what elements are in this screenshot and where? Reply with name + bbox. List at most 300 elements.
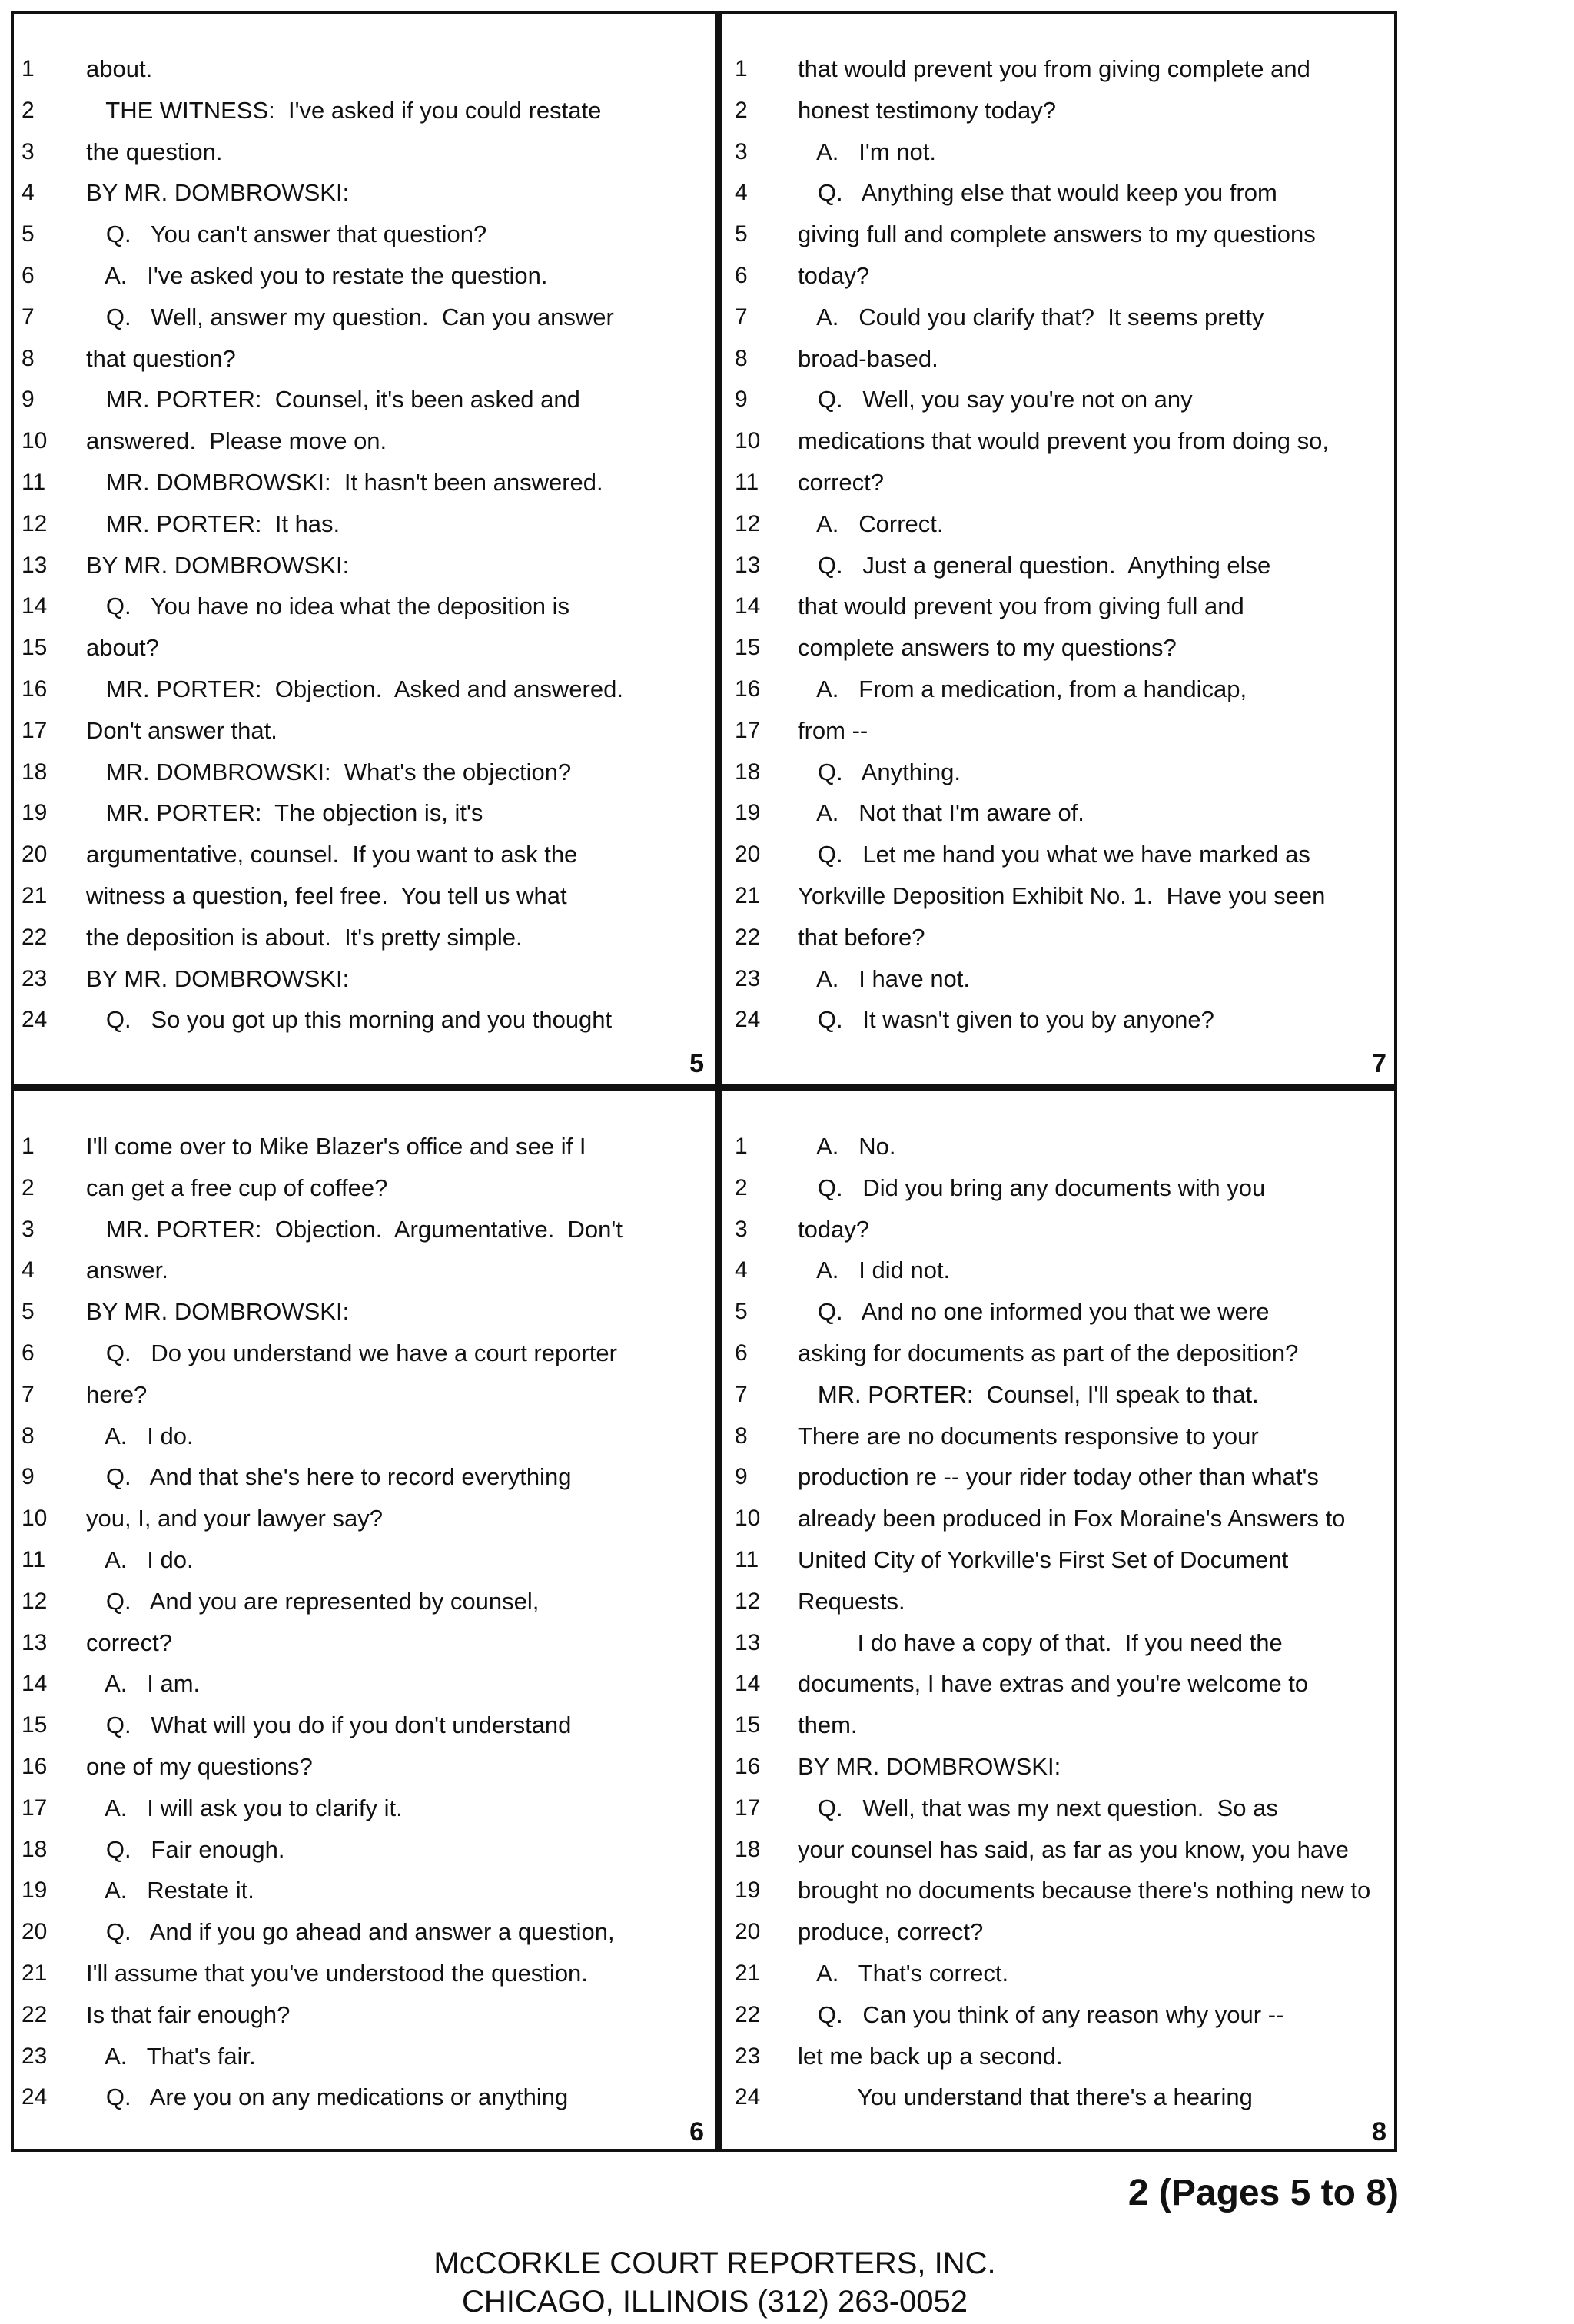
company-city-phone: CHICAGO, ILLINOIS (312) 263-0052 bbox=[461, 2285, 968, 2319]
line-text: A. Correct. bbox=[798, 510, 944, 537]
line-text: Q. Let me hand you what we have marked as bbox=[798, 841, 1310, 868]
transcript-lines bbox=[14, 1127, 715, 2119]
line-text: Q. And that she's here to record everything bbox=[86, 1463, 572, 1491]
line-number: 21 bbox=[22, 882, 48, 908]
transcript-line bbox=[14, 1871, 715, 1912]
line-text: Q. What will you do if you don't understand bbox=[86, 1711, 572, 1739]
line-text: the question. bbox=[86, 138, 223, 165]
transcript-line bbox=[14, 1457, 715, 1499]
line-text: BY MR. DOMBROWSKI: bbox=[86, 179, 350, 207]
transcript-line bbox=[14, 711, 715, 752]
page-number: 7 bbox=[1372, 1049, 1386, 1078]
line-text: Q. Anything. bbox=[798, 758, 961, 785]
transcript-line bbox=[722, 463, 1397, 504]
line-number: 17 bbox=[22, 717, 48, 743]
line-text: A. That's correct. bbox=[798, 1959, 1009, 1987]
transcript-line bbox=[722, 546, 1397, 587]
line-number: 6 bbox=[735, 1340, 748, 1366]
transcript-line bbox=[722, 1623, 1397, 1665]
line-text: MR. DOMBROWSKI: It hasn't been answered. bbox=[86, 468, 603, 496]
line-number: 7 bbox=[735, 1381, 748, 1407]
line-text: A. I did not. bbox=[798, 1257, 951, 1284]
line-text: Is that fair enough? bbox=[86, 2000, 291, 2028]
line-number: 10 bbox=[735, 1506, 761, 1532]
line-text: MR. DOMBROWSKI: What's the objection? bbox=[86, 758, 572, 785]
line-number: 11 bbox=[735, 1546, 759, 1572]
transcript-line bbox=[722, 132, 1397, 174]
transcript-line bbox=[14, 1788, 715, 1830]
line-number: 19 bbox=[735, 1877, 761, 1904]
transcript-line bbox=[722, 91, 1397, 132]
transcript-line bbox=[722, 339, 1397, 380]
line-text: one of my questions? bbox=[86, 1752, 313, 1780]
transcript-line bbox=[14, 1747, 715, 1788]
transcript-line bbox=[722, 669, 1397, 711]
line-text: let me back up a second. bbox=[798, 2042, 1063, 2070]
transcript-line bbox=[14, 1333, 715, 1375]
line-number: 19 bbox=[735, 800, 761, 826]
line-text: A. Could you clarify that? It seems pretty bbox=[798, 303, 1264, 330]
line-number: 17 bbox=[735, 1794, 761, 1821]
transcript-page-panel bbox=[14, 14, 715, 1084]
company-name: McCORKLE COURT REPORTERS, INC. bbox=[433, 2246, 996, 2280]
line-number: 12 bbox=[22, 510, 48, 536]
line-number: 14 bbox=[735, 1671, 761, 1697]
line-number: 14 bbox=[735, 593, 761, 619]
line-number: 15 bbox=[22, 635, 48, 661]
line-number: 6 bbox=[22, 262, 35, 288]
line-number: 24 bbox=[22, 1007, 48, 1033]
line-text: Q. Just a general question. Anything else bbox=[798, 551, 1271, 579]
line-text: Q. And you are represented by counsel, bbox=[86, 1587, 540, 1615]
transcript-line bbox=[14, 2037, 715, 2078]
line-text: A. Not that I'm aware of. bbox=[798, 799, 1084, 827]
line-number: 7 bbox=[22, 1381, 35, 1407]
transcript-line bbox=[722, 214, 1397, 256]
transcript-line bbox=[14, 173, 715, 214]
line-text: production re -- your rider today other than what's bbox=[798, 1463, 1319, 1491]
line-number: 5 bbox=[22, 221, 35, 247]
transcript-line bbox=[722, 1582, 1397, 1623]
line-text: I'll assume that you've understood the question. bbox=[86, 1959, 588, 1987]
line-number: 20 bbox=[22, 842, 48, 868]
transcript-line bbox=[14, 1499, 715, 1540]
line-text: today? bbox=[798, 261, 870, 289]
transcript-line bbox=[722, 1292, 1397, 1333]
transcript-line bbox=[722, 1127, 1397, 1168]
transcript-line bbox=[14, 546, 715, 587]
transcript-line bbox=[722, 1995, 1397, 2037]
line-number: 2 bbox=[22, 1174, 35, 1200]
line-text: correct? bbox=[86, 1628, 172, 1656]
line-number: 4 bbox=[735, 180, 748, 206]
line-text: correct? bbox=[798, 468, 884, 496]
line-text: I'll come over to Mike Blazer's office and see if I bbox=[86, 1133, 586, 1160]
transcript-line bbox=[14, 1582, 715, 1623]
transcript-line bbox=[722, 1705, 1397, 1747]
line-text: Yorkville Deposition Exhibit No. 1. Have you seen bbox=[798, 881, 1326, 909]
line-text: Q. Anything else that would keep you from bbox=[798, 179, 1277, 207]
line-text: honest testimony today? bbox=[798, 96, 1057, 124]
line-text: Q. Are you on any medications or anything bbox=[86, 2083, 569, 2111]
line-text: Q. Well, answer my question. Can you answer bbox=[86, 303, 614, 330]
transcript-line bbox=[14, 1168, 715, 1210]
transcript-line bbox=[722, 1499, 1397, 1540]
transcript-line bbox=[722, 2077, 1397, 2119]
transcript-line bbox=[14, 1830, 715, 1871]
transcript-line bbox=[722, 1416, 1397, 1458]
transcript-line bbox=[722, 1333, 1397, 1375]
transcript-line bbox=[14, 256, 715, 297]
page-number: 6 bbox=[689, 2117, 704, 2146]
transcript-grid bbox=[11, 11, 1397, 2152]
line-number: 9 bbox=[22, 387, 35, 413]
line-text: United City of Yorkville's First Set of Document bbox=[798, 1545, 1289, 1573]
transcript-line bbox=[722, 918, 1397, 959]
line-text: A. I am. bbox=[86, 1670, 201, 1698]
transcript-line bbox=[722, 1210, 1397, 1251]
line-text: Q. Well, you say you're not on any bbox=[798, 386, 1193, 413]
line-number: 8 bbox=[735, 345, 748, 371]
transcript-line bbox=[14, 380, 715, 421]
transcript-line bbox=[14, 1416, 715, 1458]
line-number: 21 bbox=[735, 882, 761, 908]
transcript-line bbox=[14, 1664, 715, 1705]
transcript-line bbox=[722, 1457, 1397, 1499]
line-number: 11 bbox=[735, 469, 759, 495]
transcript-line bbox=[14, 876, 715, 918]
line-text: about? bbox=[86, 634, 159, 662]
line-text: produce, correct? bbox=[798, 1918, 984, 1946]
line-text: Q. Fair enough. bbox=[86, 1835, 285, 1863]
transcript-line bbox=[14, 586, 715, 628]
transcript-line bbox=[722, 380, 1397, 421]
line-text: Q. Can you think of any reason why your -- bbox=[798, 2000, 1284, 2028]
line-number: 12 bbox=[735, 510, 761, 536]
line-number: 22 bbox=[22, 2001, 48, 2027]
transcript-line bbox=[14, 669, 715, 711]
transcript-line bbox=[722, 1664, 1397, 1705]
line-number: 11 bbox=[22, 1546, 46, 1572]
line-text: broad-based. bbox=[798, 344, 938, 372]
transcript-line bbox=[722, 1250, 1397, 1292]
line-text: that would prevent you from giving complete and bbox=[798, 55, 1310, 82]
transcript-line bbox=[14, 959, 715, 1001]
line-number: 2 bbox=[22, 97, 35, 123]
line-number: 7 bbox=[22, 304, 35, 330]
transcript-line bbox=[722, 1912, 1397, 1954]
line-text: from -- bbox=[798, 716, 868, 744]
transcript-line bbox=[722, 256, 1397, 297]
line-number: 2 bbox=[735, 1174, 748, 1200]
line-number: 20 bbox=[22, 1919, 48, 1945]
line-number: 2 bbox=[735, 97, 748, 123]
transcript-line bbox=[14, 1623, 715, 1665]
vertical-divider bbox=[715, 14, 722, 2149]
line-number: 19 bbox=[22, 800, 48, 826]
line-text: documents, I have extras and you're welcome to bbox=[798, 1670, 1309, 1698]
line-text: giving full and complete answers to my questions bbox=[798, 221, 1316, 248]
line-number: 1 bbox=[22, 56, 35, 81]
line-text: BY MR. DOMBROWSKI: bbox=[798, 1752, 1061, 1780]
transcript-line bbox=[722, 1375, 1397, 1416]
transcript-line bbox=[722, 1000, 1397, 1041]
line-text: A. From a medication, from a handicap, bbox=[798, 675, 1247, 702]
line-text: MR. PORTER: Counsel, I'll speak to that. bbox=[798, 1380, 1259, 1408]
transcript-line bbox=[14, 1000, 715, 1041]
line-number: 12 bbox=[735, 1588, 761, 1614]
line-text: Don't answer that. bbox=[86, 716, 277, 744]
line-text: you, I, and your lawyer say? bbox=[86, 1505, 383, 1532]
line-number: 18 bbox=[735, 759, 761, 785]
line-text: A. I do. bbox=[86, 1422, 194, 1449]
reporter-footer bbox=[0, 2244, 1430, 2321]
transcript-line bbox=[14, 793, 715, 835]
transcript-lines bbox=[14, 49, 715, 1041]
line-text: them. bbox=[798, 1711, 858, 1739]
transcript-line bbox=[722, 1871, 1397, 1912]
line-number: 20 bbox=[735, 842, 761, 868]
line-text: A. I have not. bbox=[798, 964, 971, 992]
transcript-page-panel bbox=[722, 14, 1397, 1084]
transcript-line bbox=[722, 793, 1397, 835]
transcript-line bbox=[14, 1375, 715, 1416]
line-text: witness a question, feel free. You tell us what bbox=[86, 881, 567, 909]
transcript-line bbox=[14, 297, 715, 339]
line-text: BY MR. DOMBROWSKI: bbox=[86, 1298, 350, 1326]
transcript-line bbox=[722, 711, 1397, 752]
line-number: 13 bbox=[22, 552, 48, 578]
line-text: You understand that there's a hearing bbox=[798, 2083, 1253, 2111]
transcript-line bbox=[14, 1250, 715, 1292]
transcript-lines bbox=[722, 1127, 1397, 2119]
transcript-line bbox=[722, 1540, 1397, 1582]
line-number: 24 bbox=[735, 2084, 761, 2110]
transcript-line bbox=[722, 297, 1397, 339]
transcript-line bbox=[14, 628, 715, 669]
line-text: A. No. bbox=[798, 1133, 896, 1160]
transcript-line bbox=[722, 421, 1397, 463]
line-text: Q. It wasn't given to you by anyone? bbox=[798, 1006, 1214, 1034]
line-number: 3 bbox=[735, 138, 748, 164]
line-number: 5 bbox=[22, 1299, 35, 1325]
line-text: MR. PORTER: Objection. Argumentative. Don't bbox=[86, 1215, 623, 1243]
line-text: Requests. bbox=[798, 1587, 905, 1615]
transcript-line bbox=[14, 214, 715, 256]
transcript-line bbox=[14, 504, 715, 546]
line-number: 15 bbox=[735, 1712, 761, 1738]
line-number: 16 bbox=[22, 1753, 48, 1779]
transcript-line bbox=[722, 628, 1397, 669]
line-text: THE WITNESS: I've asked if you could restate bbox=[86, 96, 602, 124]
line-number: 10 bbox=[735, 428, 761, 454]
transcript-line bbox=[722, 1830, 1397, 1871]
transcript-line bbox=[14, 49, 715, 91]
line-number: 13 bbox=[735, 1629, 761, 1655]
line-number: 18 bbox=[22, 1836, 48, 1862]
line-text: MR. PORTER: The objection is, it's bbox=[86, 799, 483, 827]
transcript-line bbox=[14, 2077, 715, 2119]
line-number: 23 bbox=[735, 965, 761, 991]
line-number: 18 bbox=[22, 759, 48, 785]
line-number: 8 bbox=[22, 345, 35, 371]
line-number: 8 bbox=[735, 1423, 748, 1449]
line-text: Q. And no one informed you that we were bbox=[798, 1298, 1270, 1326]
line-number: 1 bbox=[735, 1134, 748, 1159]
transcript-line bbox=[14, 1292, 715, 1333]
line-number: 20 bbox=[735, 1919, 761, 1945]
line-text: There are no documents responsive to your bbox=[798, 1422, 1259, 1449]
transcript-line bbox=[14, 421, 715, 463]
transcript-line bbox=[722, 586, 1397, 628]
line-number: 21 bbox=[22, 1960, 48, 1986]
transcript-line bbox=[14, 1705, 715, 1747]
transcript-line bbox=[722, 959, 1397, 1001]
line-text: MR. PORTER: Counsel, it's been asked and bbox=[86, 386, 580, 413]
line-text: A. Restate it. bbox=[86, 1877, 254, 1904]
line-text: medications that would prevent you from doing so, bbox=[798, 427, 1329, 455]
line-number: 23 bbox=[735, 2043, 761, 2069]
line-number: 4 bbox=[22, 180, 35, 206]
line-number: 24 bbox=[22, 2084, 48, 2110]
line-text: Q. Do you understand we have a court reporter bbox=[86, 1339, 617, 1366]
line-text: complete answers to my questions? bbox=[798, 634, 1177, 662]
transcript-page-panel bbox=[14, 1091, 715, 2152]
line-number: 5 bbox=[735, 1299, 748, 1325]
transcript-line bbox=[14, 752, 715, 794]
transcript-line bbox=[722, 876, 1397, 918]
line-number: 15 bbox=[22, 1712, 48, 1738]
line-number: 17 bbox=[22, 1794, 48, 1821]
line-number: 1 bbox=[22, 1134, 35, 1159]
line-text: answered. Please move on. bbox=[86, 427, 387, 455]
line-number: 14 bbox=[22, 593, 48, 619]
transcript-line bbox=[14, 1540, 715, 1582]
line-number: 13 bbox=[735, 552, 761, 578]
line-text: asking for documents as part of the deposition? bbox=[798, 1339, 1299, 1366]
transcript-line bbox=[14, 1912, 715, 1954]
line-number: 10 bbox=[22, 428, 48, 454]
line-number: 15 bbox=[735, 635, 761, 661]
line-text: that would prevent you from giving full and bbox=[798, 593, 1244, 620]
line-number: 3 bbox=[22, 138, 35, 164]
line-text: Q. Did you bring any documents with you bbox=[798, 1174, 1266, 1201]
line-text: about. bbox=[86, 55, 153, 82]
line-number: 22 bbox=[735, 924, 761, 950]
transcript-line bbox=[722, 1788, 1397, 1830]
line-number: 4 bbox=[735, 1257, 748, 1283]
transcript-line bbox=[14, 339, 715, 380]
line-text: brought no documents because there's nothing new to bbox=[798, 1877, 1371, 1904]
transcript-lines bbox=[722, 49, 1397, 1041]
line-text: A. I've asked you to restate the question. bbox=[86, 261, 548, 289]
line-number: 3 bbox=[735, 1216, 748, 1242]
line-text: Q. And if you go ahead and answer a question, bbox=[86, 1918, 615, 1946]
line-number: 17 bbox=[735, 717, 761, 743]
line-text: MR. PORTER: Objection. Asked and answered. bbox=[86, 675, 623, 702]
transcript-line bbox=[722, 1954, 1397, 1995]
transcript-line bbox=[722, 504, 1397, 546]
line-text: here? bbox=[86, 1380, 148, 1408]
horizontal-divider bbox=[14, 1084, 1394, 1091]
transcript-page-panel bbox=[722, 1091, 1397, 2152]
page-number: 5 bbox=[689, 1049, 704, 1078]
line-text: Q. You have no idea what the deposition is bbox=[86, 593, 570, 620]
line-number: 16 bbox=[735, 676, 761, 702]
line-number: 14 bbox=[22, 1671, 48, 1697]
line-text: can get a free cup of coffee? bbox=[86, 1174, 388, 1201]
line-number: 10 bbox=[22, 1506, 48, 1532]
line-number: 9 bbox=[22, 1464, 35, 1490]
transcript-line bbox=[14, 1127, 715, 1168]
line-text: the deposition is about. It's pretty simple. bbox=[86, 923, 523, 951]
line-text: today? bbox=[798, 1215, 870, 1243]
line-number: 9 bbox=[735, 387, 748, 413]
transcript-line bbox=[14, 918, 715, 959]
line-text: that question? bbox=[86, 344, 236, 372]
line-number: 8 bbox=[22, 1423, 35, 1449]
line-text: A. I will ask you to clarify it. bbox=[86, 1794, 403, 1821]
transcript-line bbox=[722, 49, 1397, 91]
transcript-line bbox=[722, 1747, 1397, 1788]
line-number: 23 bbox=[22, 2043, 48, 2069]
line-number: 6 bbox=[22, 1340, 35, 1366]
line-text: A. I do. bbox=[86, 1545, 194, 1573]
transcript-line bbox=[14, 132, 715, 174]
line-number: 6 bbox=[735, 262, 748, 288]
line-text: already been produced in Fox Moraine's Answers to bbox=[798, 1505, 1346, 1532]
transcript-line bbox=[14, 1954, 715, 1995]
line-number: 18 bbox=[735, 1836, 761, 1862]
line-number: 12 bbox=[22, 1588, 48, 1614]
transcript-line bbox=[14, 463, 715, 504]
line-text: BY MR. DOMBROWSKI: bbox=[86, 551, 350, 579]
line-text: A. I'm not. bbox=[798, 138, 936, 165]
line-text: A. That's fair. bbox=[86, 2042, 256, 2070]
line-text: MR. PORTER: It has. bbox=[86, 510, 340, 537]
line-text: answer. bbox=[86, 1257, 168, 1284]
transcript-line bbox=[14, 835, 715, 876]
line-number: 11 bbox=[22, 469, 46, 495]
transcript-line bbox=[14, 91, 715, 132]
line-text: that before? bbox=[798, 923, 925, 951]
line-number: 3 bbox=[22, 1216, 35, 1242]
line-number: 19 bbox=[22, 1877, 48, 1904]
transcript-line bbox=[14, 1210, 715, 1251]
line-number: 1 bbox=[735, 56, 748, 81]
line-number: 4 bbox=[22, 1257, 35, 1283]
transcript-line bbox=[722, 752, 1397, 794]
transcript-line bbox=[722, 2037, 1397, 2078]
line-number: 23 bbox=[22, 965, 48, 991]
transcript-line bbox=[722, 173, 1397, 214]
line-text: I do have a copy of that. If you need the bbox=[798, 1628, 1283, 1656]
transcript-line bbox=[722, 1168, 1397, 1210]
line-number: 21 bbox=[735, 1960, 761, 1986]
line-text: BY MR. DOMBROWSKI: bbox=[86, 964, 350, 992]
page-number: 8 bbox=[1372, 2117, 1386, 2146]
line-number: 5 bbox=[735, 221, 748, 247]
line-text: Q. Well, that was my next question. So as bbox=[798, 1794, 1278, 1821]
line-text: your counsel has said, as far as you know, you have bbox=[798, 1835, 1349, 1863]
line-number: 13 bbox=[22, 1629, 48, 1655]
pages-range-label: 2 (Pages 5 to 8) bbox=[1127, 2173, 1399, 2213]
line-number: 22 bbox=[22, 924, 48, 950]
line-number: 24 bbox=[735, 1007, 761, 1033]
transcript-line bbox=[722, 835, 1397, 876]
line-text: Q. So you got up this morning and you thought bbox=[86, 1006, 613, 1034]
line-text: Q. You can't answer that question? bbox=[86, 221, 487, 248]
